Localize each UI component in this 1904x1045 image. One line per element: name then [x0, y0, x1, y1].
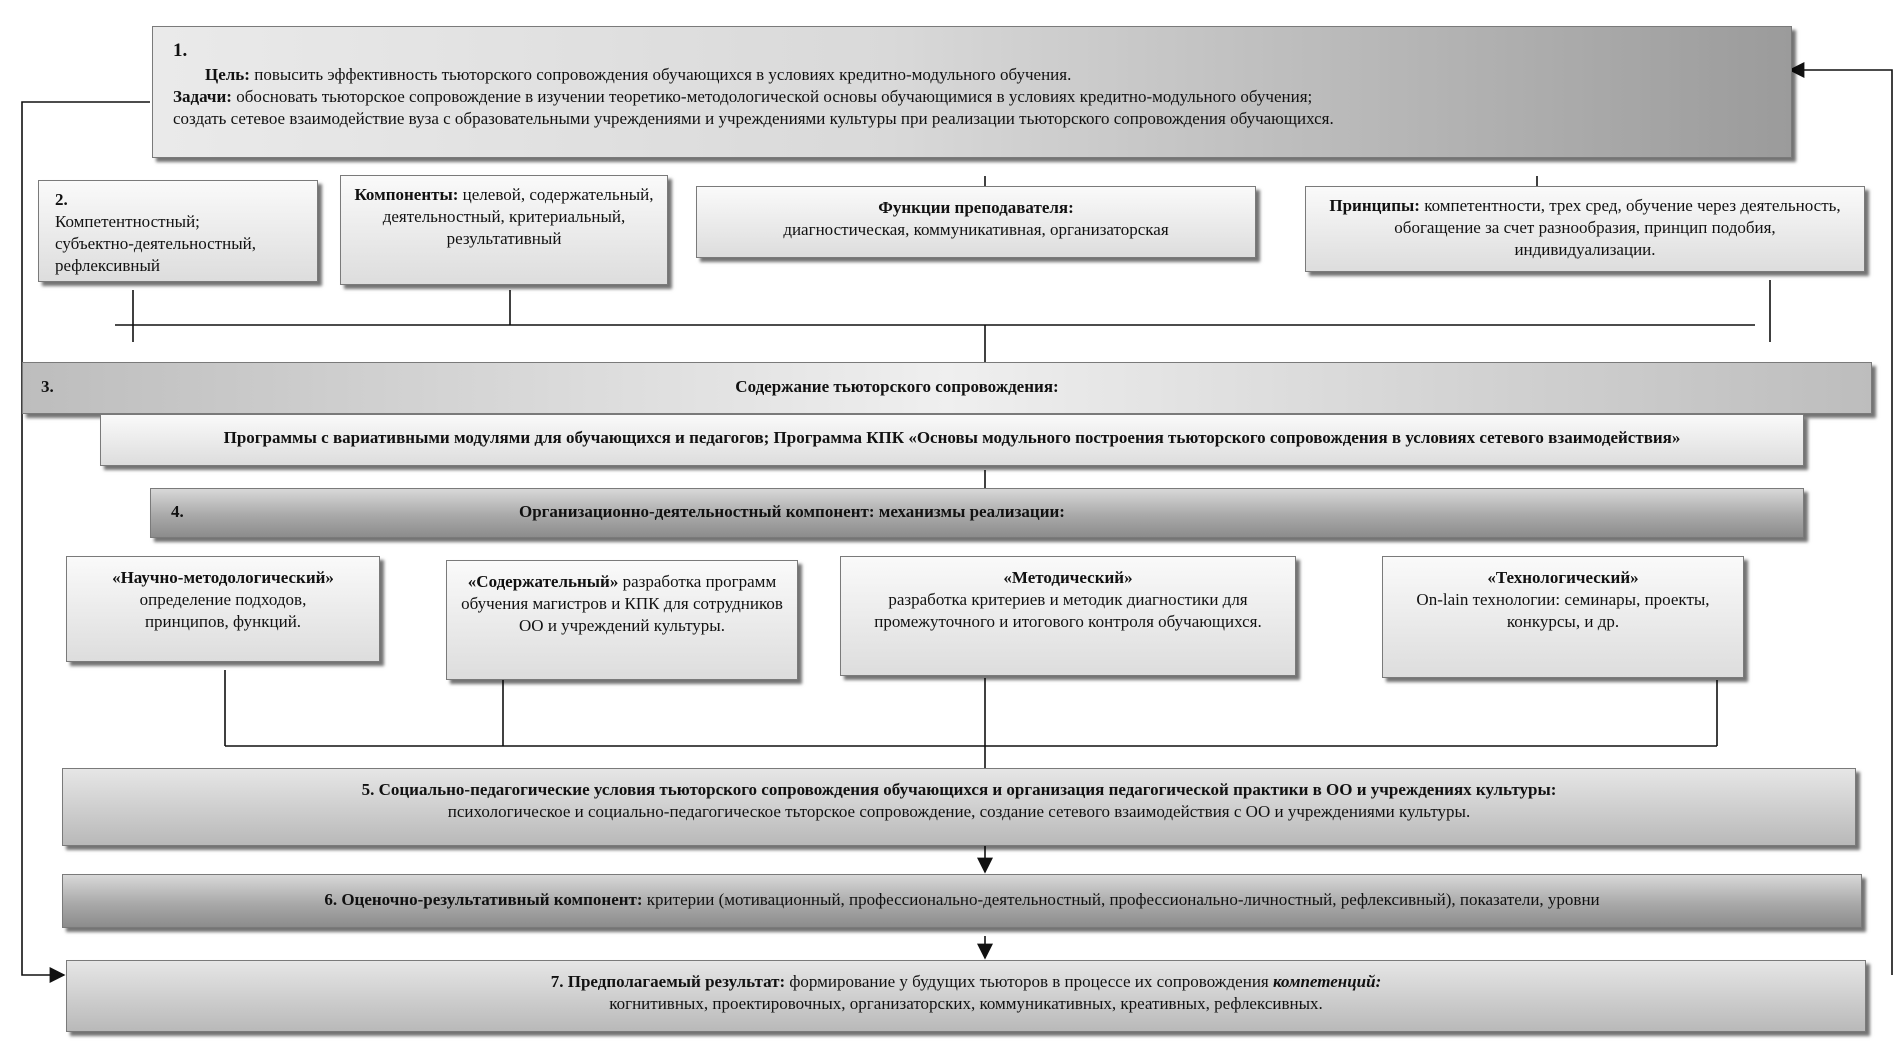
block-number: 3. [41, 377, 54, 396]
mechanism-scientific [66, 556, 380, 662]
goal-tasks-block [152, 26, 1792, 158]
mechanism-methodical [840, 556, 1296, 676]
block-number: 4. [171, 502, 184, 521]
principles-text: компетентности, трех сред, обучение через деятельность, обогащение за счет разнообразия, принцип подобия, индивидуализации. [1394, 196, 1841, 260]
evaluation-text: критерии (мотивационный, профессионально-деятельностный, профессионально-личностный, рефлексивный), показатели, уровни [642, 890, 1600, 909]
result-text: формирование у будущих тьюторов в процессе их сопровождения [785, 972, 1273, 991]
mechanism-title: «Содержательный» [467, 572, 619, 591]
tasks-line [173, 86, 1771, 108]
tasks-line-2: создать сетевое взаимодействие вуза с образовательными учреждениями и учреждениями культуры при реализации тьюторского сопровождения обучающихся. [173, 108, 1334, 128]
components-text: целевой, содержательный, деятельностный, критериальный, результативный [382, 185, 654, 249]
conditions-block [62, 768, 1856, 846]
mechanism-title: «Научно-методологический» [112, 568, 334, 587]
block-number: 1. [173, 40, 188, 61]
approach-1: Компетентностный; [55, 212, 200, 232]
mechanism-text: разработка программ обучения магистров и КПК для сотрудников ОО и учреждений культуры. [461, 572, 783, 636]
goal-label: Цель: [205, 64, 250, 84]
functions-block [696, 186, 1256, 258]
mechanism-text: On-lain технологии: семинары, проекты, конкурсы, и др. [1416, 590, 1710, 632]
mechanism-text: разработка критериев и методик диагностики для промежуточного и итогового контроля обучающихся. [874, 590, 1262, 632]
programs-block [100, 414, 1804, 466]
goal-text: повысить эффективность тьюторского сопровождения обучающихся в условиях кредитно-модульного обучения. [249, 64, 1072, 84]
principles-block [1305, 186, 1865, 272]
tasks-label: Задачи: [173, 86, 232, 106]
principles-label: Принципы: [1329, 196, 1420, 215]
mechanism-technological [1382, 556, 1744, 678]
goal-line [173, 64, 1771, 86]
org-activity-title: Организационно-деятельностный компонент: механизмы реализации: [519, 502, 1065, 521]
evaluation-label: 6. Оценочно-результативный компонент: [324, 890, 643, 909]
conditions-title: 5. Социально-педагогические условия тьюторского сопровождения обучающихся и организация педагогической практики в ОО и учреждениях культуры: [361, 780, 1557, 799]
mechanism-text: определение подходов, принципов, функций. [139, 590, 307, 632]
programs-text: Программы с вариативными модулями для обучающихся и педагогов; Программа КПК «Основы модульного построения тьюторского сопровождения в условиях сетевого взаимодействия» [223, 428, 1681, 447]
mechanism-title: «Методический» [1003, 568, 1133, 587]
org-activity-block [150, 488, 1804, 538]
tasks-text: обосновать тьюторское сопровождение в изучении теоретико-методологической основы обучающимися в условиях кредитно-модульного обучения; [231, 86, 1313, 106]
approach-2: субъектно-деятельностный, [55, 234, 256, 254]
functions-label: Функции преподавателя: [878, 198, 1074, 217]
mechanism-content [446, 560, 798, 680]
functions-text: диагностическая, коммуникативная, организаторская [783, 220, 1169, 240]
result-label: 7. Предполагаемый результат: [550, 972, 786, 991]
content-header-block [22, 362, 1872, 414]
components-block [340, 175, 668, 285]
result-text-2: когнитивных, проектировочных, организаторских, коммуникативных, креативных, рефлексивных. [609, 994, 1323, 1014]
result-line [81, 971, 1851, 993]
content-title: Содержание тьюторского сопровождения: [735, 377, 1059, 396]
components-label: Компоненты: [354, 185, 459, 204]
result-block [66, 960, 1866, 1032]
evaluation-block [62, 874, 1862, 928]
block-number: 2. [55, 190, 68, 209]
approaches-block [38, 180, 318, 282]
conditions-text: психологическое и социально-педагогическое тьторское сопровождение, создание сетевого взаимодействия с ОО и учреждениями культуры. [447, 802, 1471, 822]
mechanism-title: «Технологический» [1487, 568, 1639, 587]
result-italic: компетенций: [1273, 972, 1382, 991]
approach-3: рефлексивный [55, 256, 160, 276]
